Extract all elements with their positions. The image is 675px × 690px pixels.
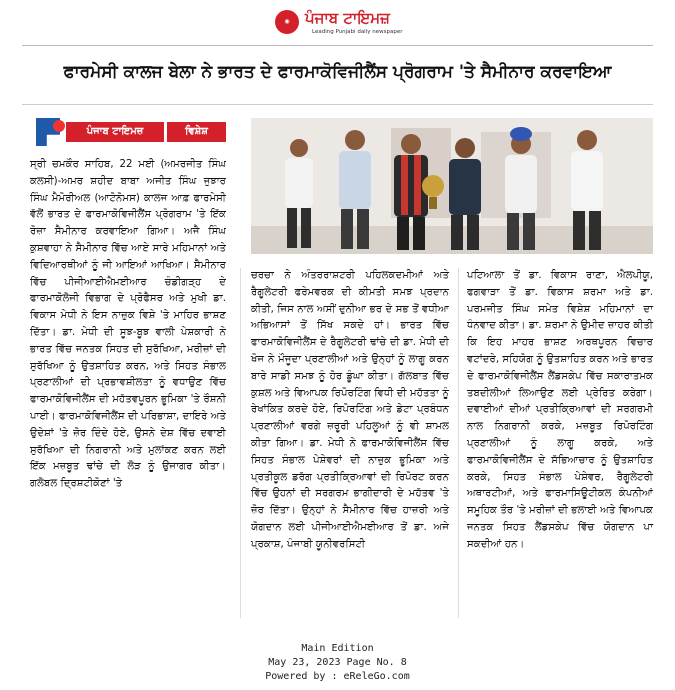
article-text: ਸ੍ਰੀ ਚਮਕੌਰ ਸਾਹਿਬ, 22 ਮਈ (ਅਮਰਜੀਤ ਸਿੰਘ ਕਲਸੀ)-ਅਮਰ ਸ਼ਹੀਦ ਬਾਬਾ ਅਜੀਤ ਸਿੰਘ ਜੁਝਾਰ ਸਿੰਘ ਮੈਮੋਰੀਅਲ (ਆਟੋਨੋਮਸ) ਕਾਲਜ ਆਫ਼ ਫਾਰਮੇਸੀ ਵੱਲੋਂ ਭਾਰਤ ਦੇ ਫਾਰਮਾਕੋਵਿਜੀਲੈਂਸ ਪ੍ਰੋਗਰਾਮ 'ਤੇ ਇੱਕ ਰੋਜ਼ਾ ਸੈਮੀਨਾਰ ਕਰਵਾਇਆ ਗਿਆ। ਅਜੈ ਸਿੰਘ ਕੁਸ਼ਵਾਹਾ ਨੇ ਸੈਮੀਨਾਰ ਵਿੱਚ ਆਏ ਸਾਰੇ ਮਹਿਮਾਨਾਂ ਅਤੇ ਵਿਦਿਆਰਥੀਆਂ ਨੂੰ ਜੀ ਆਇਆਂ ਆਖਿਆ। ਸੈਮੀਨਾਰ ਵਿੱਚ ਪੀਜੀਆਈਐਮਈਆਰ ਚੰਡੀਗੜ੍ਹ ਦੇ ਫਾਰਮਾਕੋਲੋਜੀ ਵਿਭਾਗ ਦੇ ਪ੍ਰੋਫੈਸਰ ਅਤੇ ਮੁਖੀ ਡਾ. ਵਿਕਾਸ ਮੇਧੀ ਨੇ ਇਸ ਨਾਜ਼ੁਕ ਵਿਸ਼ੇ 'ਤੇ ਮਾਹਿਰ ਭਾਸ਼ਣ ਦਿੱਤਾ। ਡਾ. ਮੇਧੀ ਦੀ ਸੂਝ-ਬੂਝ ਵਾਲੀ ਪੇਸ਼ਕਾਰੀ ਨੇ ਭਾਰਤ ਵਿੱਚ ਜਨਤਕ ਸਿਹਤ ਦੀ ਸੁਰੱਖਿਆ, ਮਰੀਜ਼ਾਂ ਦੀ ਸੁਰੱਖਿਆ ਨੂੰ ਉਤਸ਼ਾਹਿਤ ਕਰਨ, ਅਤੇ ਸਿਹਤ ਸੰਭਾਲ ਪ੍ਰਣਾਲੀਆਂ ਦੀ ਪ੍ਰਭਾਵਸ਼ੀਲਤਾ ਨੂੰ ਵਧਾਉਣ ਵਿੱਚ ਫਾਰਮਾਕੋਵਿਜੀਲੈਂਸ ਦੀ ਮਹੱਤਵਪੂਰਨ ਭੂਮਿਕਾ 'ਤੇ ਰੌਸ਼ਨੀ ਪਾਈ। ਫਾਰਮਾਕੋਵਿਜੀਲੈਂਸ ਦੀ ਪਰਿਭਾਸ਼ਾ, ਦਾਇਰੇ ਅਤੇ ਉਦੇਸ਼ਾਂ 'ਤੇ ਜ਼ੋਰ ਦਿੰਦੇ ਹੋਏ, ਉਸਨੇ ਦੇਸ਼ ਵਿੱਚ ਦਵਾਈ ਸੁਰੱਖਿਆ ਦੀ ਨਿਗਰਾਨੀ ਅਤੇ ਮੁਲਾਂਕਣ ਕਰਨ ਲਈ ਇੱਕ ਮਜ਼ਬੂਤ ਢਾਂਚੇ ਦੀ ਲੋੜ ਨੂੰ ਉਜਾਗਰ ਕੀਤਾ। ਗਲੋਬਲ ਦ੍ਰਿਸ਼ਟੀਕੋਣਾਂ 'ਤੇ [30, 159, 226, 490]
brand-p-logo-icon [30, 118, 66, 146]
brand-strip [30, 118, 226, 146]
brand-strip-name: ਪੰਜਾਬ ਟਾਇਮਜ਼ [66, 122, 164, 142]
brand-strip-section: ਵਿਸ਼ੇਸ਼ [167, 122, 226, 142]
masthead [0, 8, 675, 40]
masthead-tagline: Leading Punjabi daily newspaper [312, 29, 403, 35]
article-column-1 [30, 157, 226, 493]
article-column-2 [251, 268, 449, 554]
event-photo [251, 118, 653, 254]
footer-edition: Main Edition [301, 643, 374, 654]
article-text: ਪਟਿਆਲਾ ਤੋਂ ਡਾ. ਵਿਕਾਸ ਰਾਣਾ, ਐਲਪੀਯੂ, ਫਗਵਾੜਾ ਤੋਂ ਡਾ. ਵਿਕਾਸ ਸ਼ਰਮਾ ਅਤੇ ਡਾ. ਪਰਮਜੀਤ ਸਿੰਘ ਸਮੇਤ ਵਿਸ਼ੇਸ਼ ਮਹਿਮਾਨਾਂ ਦਾ ਧੰਨਵਾਦ ਕੀਤਾ। ਡਾ. ਸ਼ਰਮਾ ਨੇ ਉਮੀਦ ਜ਼ਾਹਰ ਕੀਤੀ ਕਿ ਇਹ ਮਾਹਰ ਭਾਸ਼ਣ ਅਰਥਪੂਰਨ ਵਿਚਾਰ ਵਟਾਂਦਰੇ, ਸਹਿਯੋਗ ਨੂੰ ਉਤਸ਼ਾਹਿਤ ਕਰਨ ਅਤੇ ਭਾਰਤ ਦੇ ਫਾਰਮਾਕੋਵਿਜੀਲੈਂਸ ਲੈਂਡਸਕੇਪ ਵਿੱਚ ਸਕਾਰਾਤਮਕ ਤਬਦੀਲੀਆਂ ਲਿਆਉਣ ਲਈ ਪ੍ਰੇਰਿਤ ਕਰੇਗਾ। ਦਵਾਈਆਂ ਦੀਆਂ ਪ੍ਰਤੀਕ੍ਰਿਆਵਾਂ ਦੀ ਸਰਗਰਮੀ ਨਾਲ ਨਿਗਰਾਨੀ ਕਰਕੇ, ਮਜ਼ਬੂਤ ਰਿਪੋਰਟਿੰਗ ਪ੍ਰਣਾਲੀਆਂ ਨੂੰ ਲਾਗੂ ਕਰਕੇ, ਅਤੇ ਫਾਰਮਾਕੋਵਿਜੀਲੈਂਸ ਦੇ ਸੱਭਿਆਚਾਰ ਨੂੰ ਉਤਸ਼ਾਹਿਤ ਕਰਕੇ, ਸਿਹਤ ਸੰਭਾਲ ਪੇਸ਼ੇਵਰ, ਰੈਗੂਲੇਟਰੀ ਅਥਾਰਟੀਆਂ, ਅਤੇ ਫਾਰਮਾਸਿਊਟੀਕਲ ਕੰਪਨੀਆਂ ਸਮੂਹਿਕ ਤੌਰ 'ਤੇ ਮਰੀਜ਼ਾਂ ਦੀ ਭਲਾਈ ਅਤੇ ਵਿਆਪਕ ਜਨਤਕ ਸਿਹਤ ਲੈਂਡਸਕੇਪ ਵਿੱਚ ਯੋਗਦਾਨ ਪਾ ਸਕਦੀਆਂ ਹਨ। [467, 270, 653, 550]
masthead-title: ਪੰਜਾਬ ਟਾਇਮਜ਼ [305, 9, 390, 27]
article-column-3 [467, 268, 653, 554]
newspaper-logo-icon: ◉ [275, 10, 299, 34]
page-footer [0, 642, 675, 684]
column-divider [458, 268, 459, 618]
footer-powered-by: Powered by : eReleGo.com [265, 671, 410, 682]
event-photo-illustration [251, 118, 653, 254]
footer-date-page: May 23, 2023 Page No. 8 [268, 657, 407, 668]
top-divider [22, 45, 653, 46]
article-text: ਚਰਚਾ ਨੇ ਅੰਤਰਰਾਸ਼ਟਰੀ ਪਹਿਲਕਦਮੀਆਂ ਅਤੇ ਰੈਗੂਲੇਟਰੀ ਫਰੇਮਵਰਕ ਦੀ ਕੀਮਤੀ ਸਮਝ ਪ੍ਰਦਾਨ ਕੀਤੀ, ਜਿਸ ਨਾਲ ਅਸੀਂ ਦੁਨੀਆ ਭਰ ਦੇ ਸਭ ਤੋਂ ਵਧੀਆ ਅਭਿਆਸਾਂ ਤੋਂ ਸਿੱਖ ਸਕਦੇ ਹਾਂ। ਭਾਰਤ ਵਿੱਚ ਫਾਰਮਾਕੋਵਿਜੀਲੈਂਸ ਦੇ ਰੈਗੂਲੇਟਰੀ ਢਾਂਚੇ ਦੀ ਡਾ. ਮੇਧੀ ਦੀ ਖੋਜ ਨੇ ਮੌਜੂਦਾ ਪ੍ਰਣਾਲੀਆਂ ਅਤੇ ਉਨ੍ਹਾਂ ਨੂੰ ਲਾਗੂ ਕਰਨ ਬਾਰੇ ਸਾਡੀ ਸਮਝ ਨੂੰ ਹੋਰ ਡੂੰਘਾ ਕੀਤਾ। ਗੱਲਬਾਤ ਵਿੱਚ ਕੁਸ਼ਲ ਅਤੇ ਵਿਆਪਕ ਰਿਪੋਰਟਿੰਗ ਵਿਧੀ ਦੀ ਮਹੱਤਤਾ ਨੂੰ ਰੇਖਾਂਕਿਤ ਕਰਦੇ ਹੋਏ, ਰਿਪੋਰਟਿੰਗ ਅਤੇ ਡੇਟਾ ਪ੍ਰਬੰਧਨ ਪ੍ਰਣਾਲੀਆਂ ਵਰਗੇ ਜ਼ਰੂਰੀ ਪਹਿਲੂਆਂ ਨੂੰ ਵੀ ਸ਼ਾਮਲ ਕੀਤਾ ਗਿਆ। ਡਾ. ਮੇਧੀ ਨੇ ਫਾਰਮਾਕੋਵਿਜੀਲੈਂਸ ਵਿੱਚ ਸਿਹਤ ਸੰਭਾਲ ਪੇਸ਼ੇਵਰਾਂ ਦੀ ਨਾਜ਼ੁਕ ਭੂਮਿਕਾ ਅਤੇ ਪ੍ਰਤੀਕੂਲ ਡਰੱਗ ਪ੍ਰਤੀਕ੍ਰਿਆਵਾਂ ਦੀ ਰਿਪੋਰਟ ਕਰਨ ਵਿੱਚ ਉਹਨਾਂ ਦੀ ਸਰਗਰਮ ਭਾਗੀਦਾਰੀ ਦੇ ਮਹੱਤਵ 'ਤੇ ਜ਼ੋਰ ਦਿੱਤਾ। ਉਨ੍ਹਾਂ ਨੇ ਸੈਮੀਨਾਰ ਵਿੱਚ ਹਾਜ਼ਰੀ ਅਤੇ ਯੋਗਦਾਨ ਲਈ ਪੀਜੀਆਈਐਮਈਆਰ ਤੋਂ ਡਾ. ਅਜੇ ਪ੍ਰਕਾਸ਼, ਪੰਜਾਬੀ ਯੂਨੀਵਰਸਿਟੀ [251, 270, 449, 550]
column-divider [240, 268, 241, 618]
article-headline: ਫਾਰਮੇਸੀ ਕਾਲਜ ਬੇਲਾ ਨੇ ਭਾਰਤ ਦੇ ਫਾਰਮਾਕੋਵਿਜੀਲੈਂਸ ਪ੍ਰੋਗਰਾਮ 'ਤੇ ਸੈਮੀਨਾਰ ਕਰਵਾਇਆ [63, 62, 612, 82]
headline-divider [22, 104, 653, 105]
